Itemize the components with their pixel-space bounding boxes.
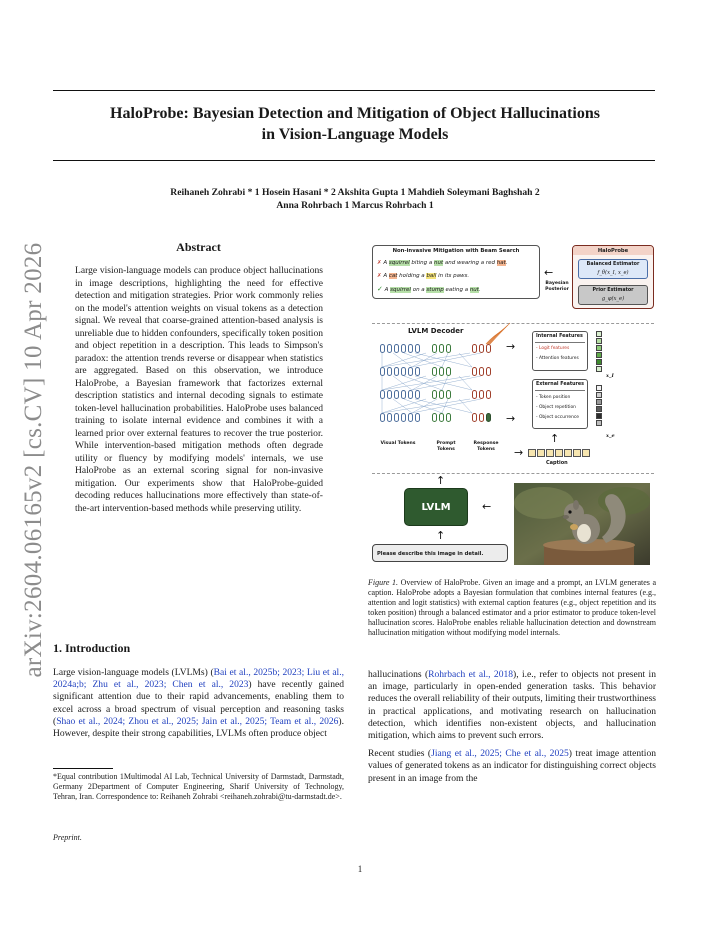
- title-rule-top: [53, 90, 655, 91]
- caption-cell: [546, 449, 554, 457]
- footnote: *Equal contribution 1Multimodal AI Lab, Technical University of Darmstadt, Darmstadt, Germany 2Department of Computer Engineering, Sharif University of Technology, Tehran, Iran. Correspondence to: Reihaneh Zohrabi <reihaneh.zohrabi@tu-darmstadt.de>.: [53, 772, 344, 801]
- prompt-tokens-label: Prompt Tokens: [436, 441, 456, 452]
- caption-cell: [582, 449, 590, 457]
- internal-features-box: [532, 331, 588, 371]
- feature-cell: [596, 420, 602, 426]
- arrow-left-icon: ←: [482, 500, 492, 513]
- internal-features-rule: [535, 342, 585, 343]
- balanced-estimator-label: Balanced Estimator: [586, 262, 640, 267]
- feature-cell: [596, 399, 602, 405]
- x-e-label: x_e: [606, 433, 615, 439]
- feature-cell: [596, 331, 602, 337]
- arrow-up-icon: ↑: [436, 474, 446, 487]
- paper-title: [60, 103, 650, 145]
- internal-features-title: Internal Features: [536, 334, 583, 339]
- external-feature-repetition: - Object repetition: [536, 405, 576, 410]
- introduction-paragraph: [53, 667, 344, 740]
- authors-line1: Reihaneh Zohrabi * 1 Hosein Hasani * 2 Akshita Gupta 1 Mahdieh Soleymani Baghshah 2: [170, 187, 540, 198]
- feature-cell: [596, 385, 602, 391]
- caption-cell: [528, 449, 536, 457]
- feature-cell: [596, 392, 602, 398]
- balanced-estimator-formula: f_θ(x_I, x_e): [597, 270, 629, 276]
- figure-caption-text: Overview of HaloProbe. Given an image and a prompt, an LVLM generates a caption. HaloProbe adopts a Bayesian formulation that combines internal features (e.g., attention and logit statistics) with external caption features (e.g., object repetition and its token position) through a balanced estimator and a prior estimator to produce token-level hallucination scores. HaloProbe enables reliable hallucination detection and downstream hallucination mitigation without modifying model internals.: [368, 578, 657, 638]
- internal-feature-attention: - Attention features: [536, 356, 579, 361]
- external-feature-position: - Token position: [536, 395, 571, 400]
- beam-text: biting a: [409, 260, 434, 266]
- paragraph-text: ), i.e., refer to objects not present in an image, particularly in open-ended generation tasks. This behavior reduces the overall reliability of their outputs, limiting their trustworthiness in practical applications, and motivating research on hallucination detection, which identifies non-existent objects, and hallucination mitigation, which aims to prevent such errors.: [368, 669, 656, 742]
- beam-text: holding a: [397, 273, 427, 279]
- citation-link[interactable]: Jiang et al., 2025; Che et al., 2025: [431, 748, 569, 760]
- title-rule-bottom: [53, 160, 655, 161]
- feature-cell: [596, 345, 602, 351]
- external-features-title: External Features: [536, 382, 585, 387]
- squirrel-photo: [514, 483, 650, 565]
- abstract-text: Large vision-language models can produce object hallucinations in image descriptions, highlighting the need for effective detection and mitigation strategies. Prior work commonly relies on the model's attention weights on visual tokens as a detection signal. We reveal that coarse-grained attention-based analysis is unreliable due to hidden confounders, specifically token position and object repetition in a description. This leads to Simpson's paradox: the attention trends reverse or disappear when statistics are aggregated. Based on this observation, we introduce HaloProbe, a Bayesian framework that factorizes external description statistics and internal decoding signals to estimate token-level hallucination probabilities. HaloProbe uses balanced training to isolate internal evidence and combines it with a learned prior over external features to recover the true posterior. While intervention-based mitigation methods often degrade utility or fluency by modifying models' internals, we use HaloProbe as an external scoring signal for non-invasive mitigation. Our experiments show that HaloProbe-guided decoding reduces hallucinations more effectively than state-of-the-art intervention-based methods while preserving utility.: [75, 265, 323, 514]
- prompt-box: [372, 544, 508, 562]
- arrow-right-icon: →: [506, 412, 516, 425]
- feature-cell: [596, 338, 602, 344]
- author-list: [60, 186, 650, 212]
- beam-text: A: [383, 273, 389, 279]
- lvlm-box: [404, 488, 468, 526]
- beam-text: eating a: [443, 287, 470, 293]
- prompt-text: Please describe this image in detail.: [377, 551, 484, 557]
- visual-tokens-label: Visual Tokens: [380, 441, 416, 446]
- accept-icon: ✓: [377, 285, 383, 293]
- arrow-up-icon: ↑: [550, 432, 560, 445]
- figure-1: [368, 243, 656, 573]
- authors-line2: Anna Rohrbach 1 Marcus Rohrbach 1: [276, 200, 434, 211]
- arxiv-identifier[interactable]: [14, 242, 54, 678]
- beam-object: nut: [433, 260, 444, 266]
- abstract-heading: Abstract: [176, 240, 221, 254]
- decoder-title: LVLM Decoder: [408, 327, 464, 335]
- beam-text: .: [478, 287, 481, 293]
- reject-icon: ✗: [377, 273, 382, 279]
- introduction-heading: 1. Introduction: [53, 641, 131, 655]
- citation-link[interactable]: Shao et al., 2024; Zhou et al., 2025; Jain et al., 2025; Team et al., 2026: [56, 715, 339, 727]
- prior-estimator-formula: g_φ(x_e): [601, 296, 625, 302]
- beam-object: nut: [469, 287, 479, 293]
- bayesian-posterior-label: Bayesian Posterior: [545, 281, 569, 292]
- feature-cell: [596, 352, 602, 358]
- lvlm-label: LVLM: [421, 502, 451, 513]
- beam-text: A: [383, 260, 389, 266]
- arrow-right-icon: →: [514, 446, 524, 459]
- intro-text: Large vision-language models (LVLMs) (: [53, 667, 214, 678]
- preprint-label: Preprint.: [53, 833, 82, 842]
- external-feature-occurrence: - Object occurrence: [536, 415, 580, 420]
- beam-object-hallucinated: hat: [496, 260, 506, 266]
- beam-text: .: [505, 260, 508, 266]
- internal-feature-logit: - Logit features: [536, 346, 570, 351]
- right-column-text: [368, 669, 656, 791]
- intro-text: ). However, despite their strong capabilities, LVLMs often produce object: [53, 715, 344, 740]
- arxiv-identifier-text: arXiv:2604.06165v2 [cs.CV] 10 Apr 2026: [20, 242, 47, 678]
- beam-text: and wearing a red: [443, 260, 497, 266]
- feature-cell: [596, 413, 602, 419]
- arrow-left-icon: ←: [544, 266, 554, 279]
- beam-object: squirrel: [388, 260, 410, 266]
- beam-object-hallucinated: cat: [388, 273, 398, 279]
- paragraph-text: ) treat image attention values of generated tokens as an indicator for distinguishing correct objects present in an image from the: [368, 748, 657, 784]
- paragraph-text: hallucinations (: [368, 669, 429, 680]
- paper-title-line1: HaloProbe: Bayesian Detection and Mitigation of Object Hallucinations: [110, 105, 600, 122]
- caption-label: Caption: [546, 460, 568, 466]
- page-number: 1: [357, 864, 363, 874]
- paragraph-text: Recent studies (: [368, 748, 432, 760]
- caption-cell: [564, 449, 572, 457]
- paragraph: [368, 669, 656, 742]
- caption-cell: [573, 449, 581, 457]
- arrow-right-icon: →: [506, 340, 516, 353]
- beam-object: stump: [426, 287, 444, 293]
- response-tokens-label: Response Tokens: [473, 441, 499, 452]
- beam-object: squirrel: [390, 287, 411, 293]
- divider-dashed: [372, 473, 654, 474]
- feature-cell: [596, 359, 602, 365]
- caption-cell: [537, 449, 545, 457]
- citation-link[interactable]: Rohrbach et al., 2018: [428, 669, 514, 680]
- prior-estimator-label: Prior Estimator: [592, 288, 634, 293]
- x-i-label: x_I: [606, 373, 614, 379]
- reject-icon: ✗: [377, 260, 382, 266]
- paragraph: [368, 748, 656, 785]
- beam-text: on a: [410, 287, 427, 293]
- citation-link[interactable]: Bai et al., 2025b; 2023; Liu et al., 2024a;b; Zhu et al., 2023; Chen et al., 2023: [53, 667, 344, 691]
- figure-caption: [368, 578, 656, 639]
- feature-cell: [596, 366, 602, 372]
- haloprobe-title: HaloProbe: [597, 248, 629, 254]
- feature-cell: [596, 406, 602, 412]
- beam-text: in its paws.: [436, 273, 470, 279]
- arrow-up-icon: ↑: [436, 529, 446, 542]
- paper-title-line2: in Vision-Language Models: [261, 126, 449, 143]
- beam-text: A: [384, 287, 391, 293]
- external-features-rule: [535, 390, 585, 391]
- footnote-rule: [53, 768, 113, 769]
- intro-text: ) have recently gained significant attention due to their rapid advancements, enabling them to excel across a broad spectrum of visual perception and reasoning tasks (: [53, 679, 344, 727]
- external-features-box: [532, 379, 588, 429]
- figure-caption-lead: Figure 1.: [368, 578, 399, 587]
- mitigation-title: Non-invasive Mitigation with Beam Search: [392, 248, 520, 254]
- beam-object: ball: [426, 273, 437, 279]
- caption-cell: [555, 449, 563, 457]
